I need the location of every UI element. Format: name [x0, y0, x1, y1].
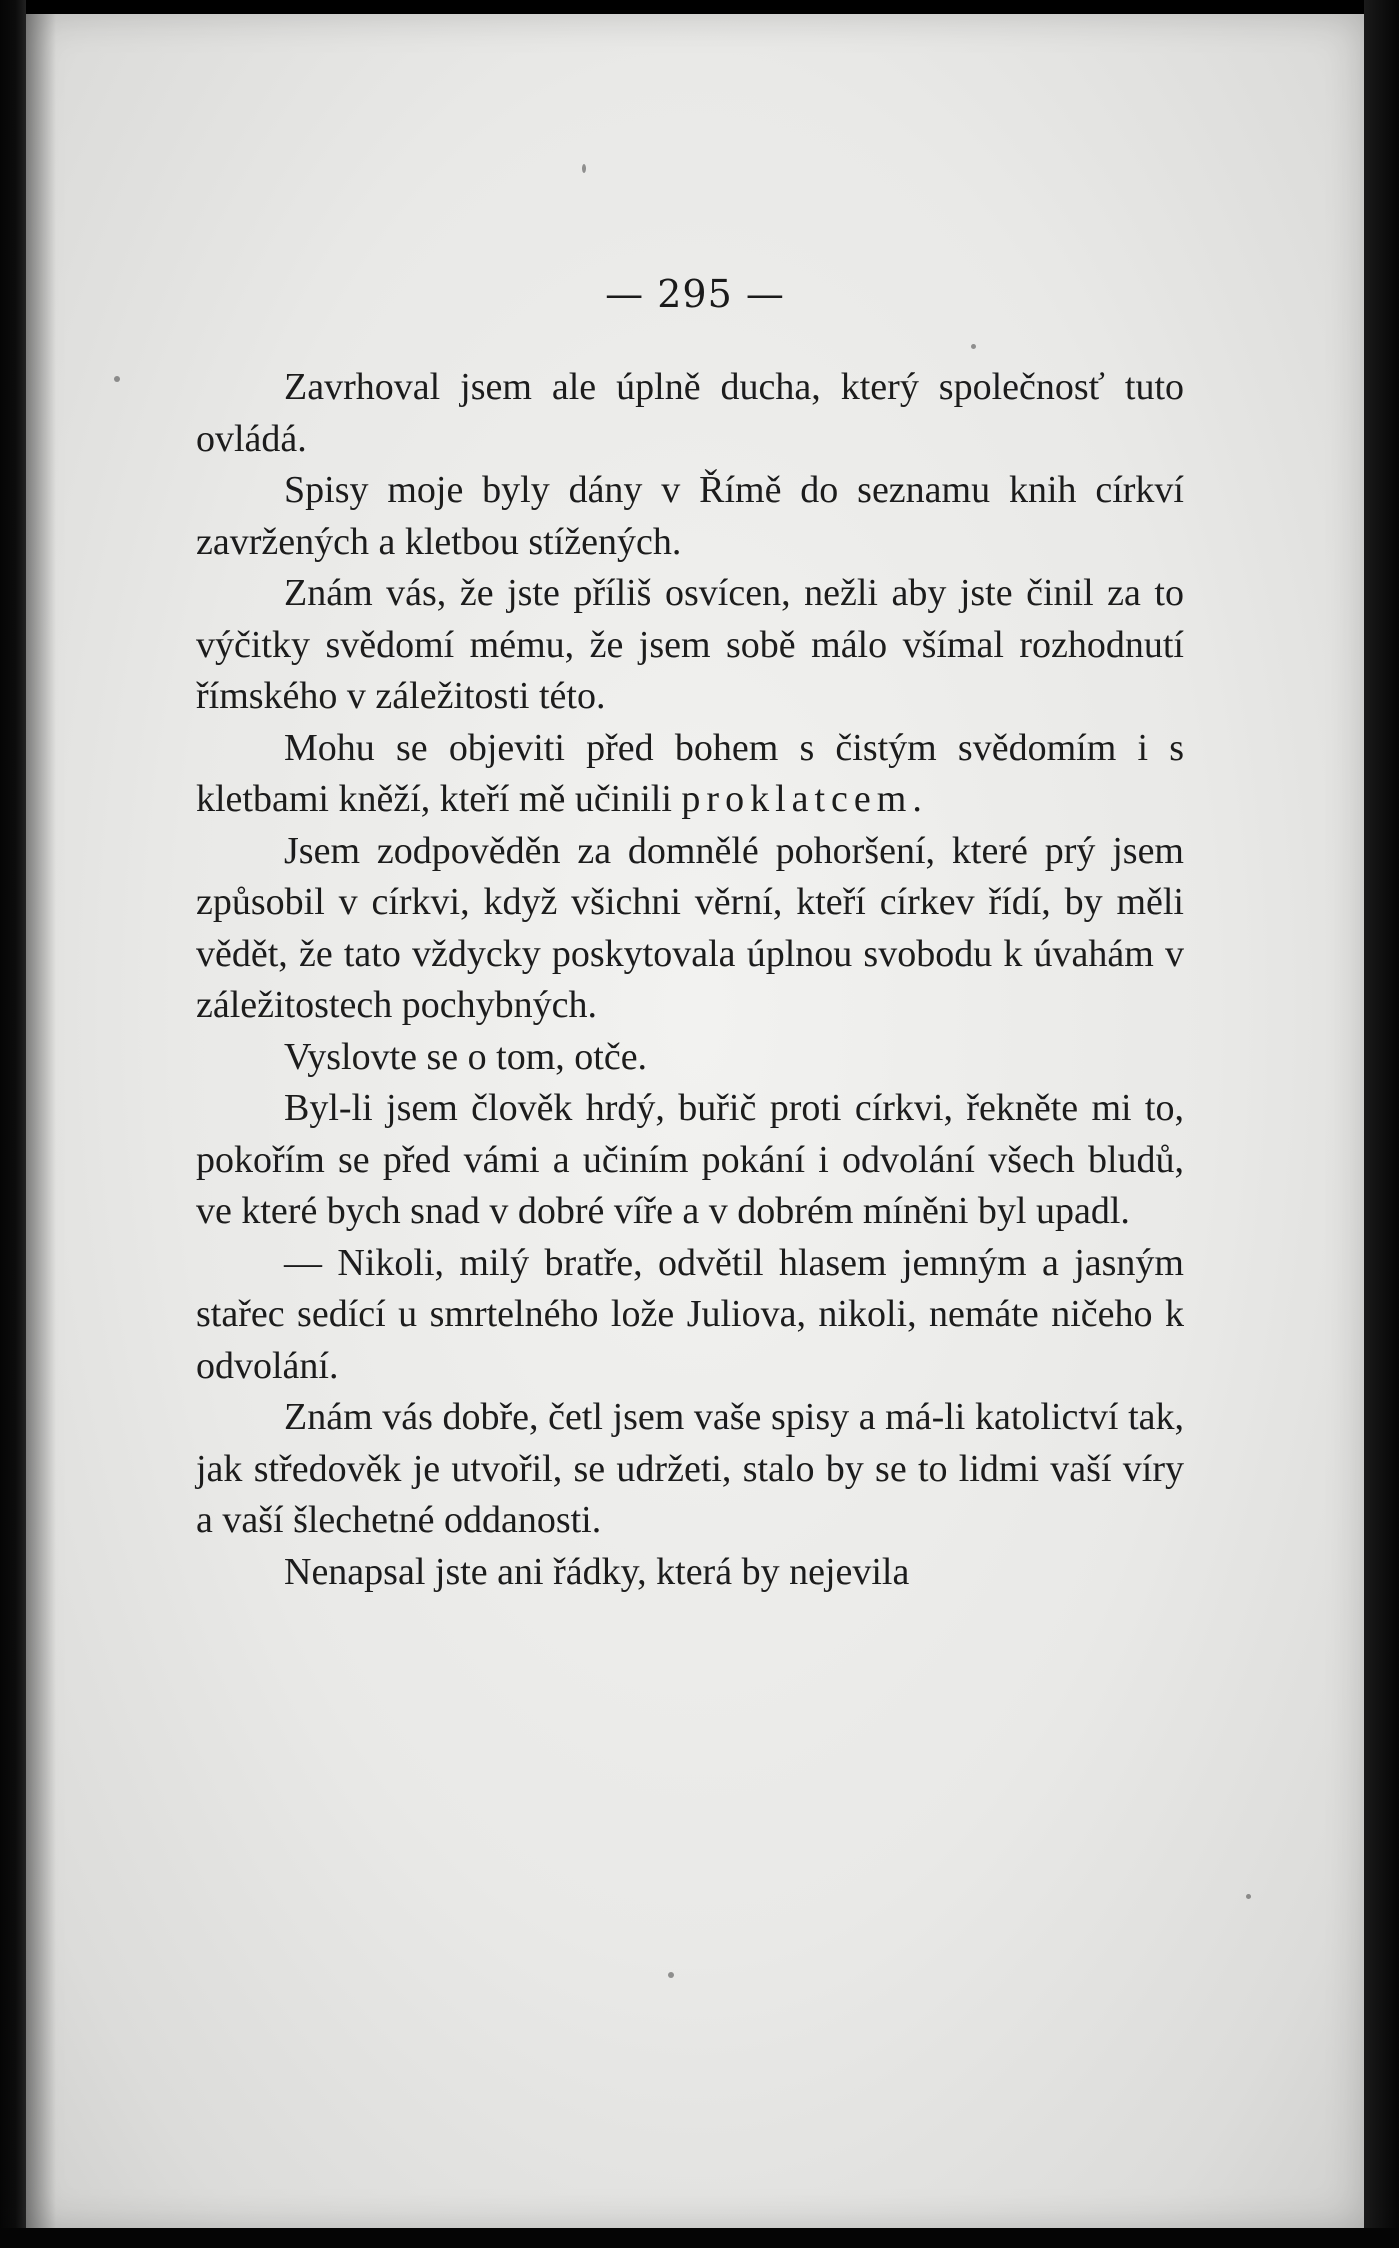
paragraph-5: Jsem zodpověděn za domnělé pohoršení, které prý jsem způsobil v církvi, když všichni věrní, kteří církev řídí, by měli vědět, že tato vždycky poskytovala úplnou svobodu k úvahám v záležitostech pochybných.: [196, 829, 1184, 1026]
paragraph-10: Nenapsal jste ani řádky, která by nejevila: [284, 1550, 910, 1593]
paragraph-7: Byl-li jsem člověk hrdý, buřič proti církvi, řekněte mi to, pokořím se před vámi a učiním pokání i odvolání všech bludů, ve které bych snad v dobré víře a v dobrém míněni byl upadl.: [196, 1087, 1184, 1232]
paper-speck: [971, 344, 976, 349]
paper-speck: [114, 376, 120, 382]
paragraph-9: Znám vás dobře, četl jsem vaše spisy a má-li katolictví tak, jak středověk je utvořil, se udržeti, stalo by se to lidmi vaší víry a vaší šlechetné oddanosti.: [196, 1396, 1184, 1541]
paragraph-4-text: Mohu se objeviti před bohem s čistým svědomím i s kletbami kněží, kteří mě učinili: [196, 726, 1184, 820]
paragraph-4: [196, 723, 1184, 826]
paragraph-2: Spisy moje byly dány v Římě do seznamu knih církví zavržených a kletbou stížených.: [196, 469, 1184, 563]
paper-speck: [582, 164, 586, 173]
paper-speck: [668, 1972, 674, 1978]
paragraph-6: Vyslovte se o tom, otče.: [284, 1035, 648, 1078]
paragraph-1: Zavrhoval jsem ale úplně ducha, který společnosť tuto ovládá.: [196, 366, 1184, 460]
book-edge-right: [1364, 0, 1399, 2248]
book-edge-bottom: [0, 2228, 1399, 2248]
paragraph-8: — Nikoli, milý bratře, odvětil hlasem jemným a jasným stařec sedící u smrtelného lože Juliova, nikoli, nemáte ničeho k odvolání.: [196, 1241, 1184, 1387]
book-binding-left: [0, 0, 26, 2248]
page-text: [196, 362, 1184, 1598]
book-page: [26, 14, 1364, 2228]
spaced-word: proklatcem.: [681, 778, 928, 820]
paper-speck: [1246, 1894, 1251, 1899]
paragraph-3: Znám vás, že jste příliš osvícen, nežli aby jste činil za to výčitky svědomí mému, že jsem sobě málo všímal rozhodnutí římského v záležitosti této.: [196, 572, 1184, 717]
page-number: — 295 —: [605, 272, 785, 316]
page-gutter-shadow: [26, 14, 56, 2228]
